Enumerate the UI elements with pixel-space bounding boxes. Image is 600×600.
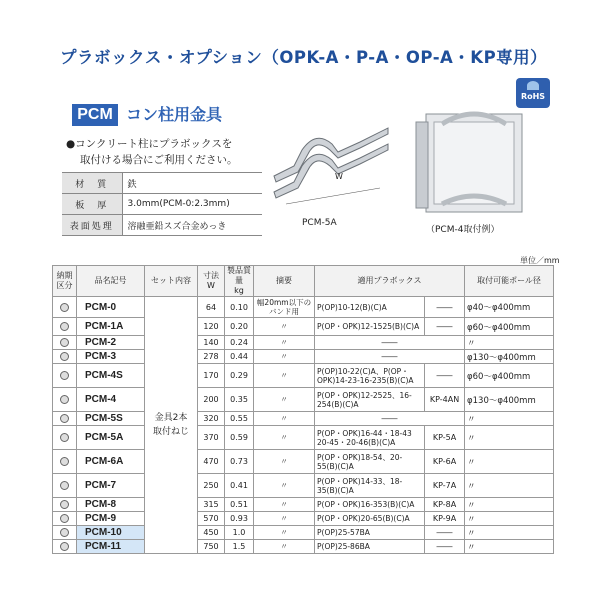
bracket-dimension-label: W [335,172,343,181]
summary-cell: 〃 [254,318,315,336]
kp-cell: ―― [425,364,465,388]
weight-cell: 0.24 [225,336,254,350]
weight-cell: 0.41 [225,474,254,498]
delivery-cell [53,474,77,498]
spec-key: 板 厚 [62,194,122,215]
model-cell: PCM-10 [77,526,145,540]
set-content-line: 金具2本 [154,413,188,423]
summary-cell: 〃 [254,350,315,364]
pole-cell: φ60～φ400mm [465,364,554,388]
pole-cell: φ60～φ400mm [465,318,554,336]
box-cell: P(OP・OPK)12-1525(B)(C)A [315,318,425,336]
spec-row [62,173,262,194]
table-row [53,350,554,364]
kp-cell: KP-7A [425,474,465,498]
table-row [53,450,554,474]
description-line: 取付ける場合にご利用ください。 [80,154,238,166]
model-cell: PCM-5S [77,412,145,426]
model-cell: PCM-3 [77,350,145,364]
mounted-box-illustration [412,108,530,218]
delivery-cell [53,540,77,554]
delivery-cell [53,450,77,474]
bracket-caption: PCM-5A [302,218,337,228]
table-row [53,388,554,412]
section-badge: PCM [72,104,118,126]
summary-cell: 〃 [254,450,315,474]
weight-cell: 0.35 [225,388,254,412]
dim-cell: 120 [198,318,225,336]
dim-cell: 450 [198,526,225,540]
weight-cell: 1.5 [225,540,254,554]
delivery-circle-icon [60,371,69,380]
header-model: 品名記号 [77,266,145,297]
header-set: セット内容 [145,266,198,297]
weight-cell: 0.51 [225,498,254,512]
box-cell: ―― [315,336,465,350]
box-cell: P(OP)25-86BA [315,540,425,554]
model-cell: PCM-4 [77,388,145,412]
pole-cell: 〃 [465,412,554,426]
delivery-circle-icon [60,500,69,509]
delivery-cell [53,318,77,336]
summary-cell: 〃 [254,388,315,412]
box-cell: P(OP・OPK)20-65(B)(C)A [315,512,425,526]
summary-cell: 〃 [254,474,315,498]
delivery-cell [53,512,77,526]
delivery-cell [53,336,77,350]
weight-cell: 0.73 [225,450,254,474]
delivery-cell [53,364,77,388]
rohs-badge: RoHS [516,78,550,108]
kp-cell: ―― [425,540,465,554]
unit-note: 単位／mm [520,256,560,265]
box-cell: P(OP)25-57BA [315,526,425,540]
delivery-cell [53,388,77,412]
delivery-circle-icon [60,414,69,423]
delivery-circle-icon [60,338,69,347]
delivery-circle-icon [60,322,69,331]
table-row [53,540,554,554]
spec-table [62,172,262,236]
delivery-cell [53,350,77,364]
table-row [53,318,554,336]
box-cell: P(OP・OPK)16-353(B)(C)A [315,498,425,512]
dim-cell: 370 [198,426,225,450]
spec-value: 鉄 [122,173,262,194]
header-summary: 摘要 [254,266,315,297]
kp-cell: ―― [425,526,465,540]
box-cell: ―― [315,412,465,426]
model-cell: PCM-0 [77,297,145,318]
header-weight-unit: kg [234,286,244,295]
pole-cell: 〃 [465,336,554,350]
kp-cell: KP-9A [425,512,465,526]
summary-cell: 幅20mm以下のバンド用 [254,297,315,318]
set-content-line: 取付ねじ [152,427,189,437]
kp-cell: KP-5A [425,426,465,450]
pole-cell: 〃 [465,526,554,540]
summary-cell: 〃 [254,412,315,426]
weight-cell: 0.59 [225,426,254,450]
table-row [53,364,554,388]
box-cell: P(OP・OPK)14-33、18-35(B)(C)A [315,474,425,498]
model-cell: PCM-2 [77,336,145,350]
header-dim-label: 寸法 [203,271,219,280]
pole-cell: 〃 [465,474,554,498]
delivery-circle-icon [60,457,69,466]
spec-value: 3.0mm(PCM-0:2.3mm) [122,194,262,215]
dim-cell: 250 [198,474,225,498]
pole-cell: 〃 [465,426,554,450]
spec-row [62,215,262,236]
table-header-row [53,266,554,297]
summary-cell: 〃 [254,336,315,350]
weight-cell: 0.44 [225,350,254,364]
kp-cell: ―― [425,297,465,318]
box-cell: P(OP・OPK)12-2525、16-254(B)(C)A [315,388,425,412]
pole-cell: φ40～φ400mm [465,297,554,318]
pole-cell: φ130～φ400mm [465,388,554,412]
description-line: ●コンクリート柱にプラボックスを [66,138,233,150]
delivery-circle-icon [60,303,69,312]
dim-cell: 470 [198,450,225,474]
weight-cell: 0.29 [225,364,254,388]
weight-cell: 1.0 [225,526,254,540]
dim-cell: 570 [198,512,225,526]
model-cell: PCM-11 [77,540,145,554]
model-cell: PCM-5A [77,426,145,450]
product-table [52,265,554,554]
header-pole: 取付可能ポール径 [465,266,554,297]
box-cell: ―― [315,350,465,364]
delivery-circle-icon [60,433,69,442]
kp-cell: ―― [425,318,465,336]
pole-cell: 〃 [465,450,554,474]
summary-cell: 〃 [254,540,315,554]
spec-key: 表面処理 [62,215,122,236]
kp-cell: KP-6A [425,450,465,474]
delivery-circle-icon [60,528,69,537]
header-box: 適用プラボックス [315,266,465,297]
set-content-cell [145,297,198,554]
spec-value: 溶融亜鉛スズ合金めっき [122,215,262,236]
delivery-cell [53,297,77,318]
bracket-illustration [272,122,390,214]
weight-cell: 0.93 [225,512,254,526]
table-row [53,297,554,318]
model-cell: PCM-8 [77,498,145,512]
header-weight-label: 製品質量 [227,266,251,285]
dim-cell: 278 [198,350,225,364]
pole-cell: 〃 [465,498,554,512]
model-cell: PCM-7 [77,474,145,498]
box-cell: P(OP)10-12(B)(C)A [315,297,425,318]
pole-cell: 〃 [465,540,554,554]
mounted-caption: （PCM-4取付例） [426,225,500,235]
dim-cell: 750 [198,540,225,554]
table-row [53,426,554,450]
dim-cell: 140 [198,336,225,350]
table-row [53,412,554,426]
table-row [53,336,554,350]
pole-cell: φ130～φ400mm [465,350,554,364]
header-dim [198,266,225,297]
dim-cell: 200 [198,388,225,412]
delivery-cell [53,426,77,450]
summary-cell: 〃 [254,526,315,540]
model-cell: PCM-9 [77,512,145,526]
box-cell: P(OP)10-22(C)A、P(OP・OPK)14-23-16-235(B)(C)A [315,364,425,388]
table-row [53,474,554,498]
summary-cell: 〃 [254,498,315,512]
weight-cell: 0.20 [225,318,254,336]
box-cell: P(OP・OPK)18-54、20-55(B)(C)A [315,450,425,474]
box-cell: P(OP・OPK)16-44・18-43 20-45・20-46(B)(C)A [315,426,425,450]
header-weight [225,266,254,297]
page-title: プラボックス・オプション（OPK-A・P-A・OP-A・KP専用） [60,48,548,67]
table-row [53,512,554,526]
kp-cell: KP-8A [425,498,465,512]
dim-cell: 170 [198,364,225,388]
delivery-circle-icon [60,542,69,551]
table-body [53,297,554,554]
model-cell: PCM-1A [77,318,145,336]
dim-cell: 320 [198,412,225,426]
weight-cell: 0.55 [225,412,254,426]
header-dim-w: W [207,281,215,290]
pole-cell: 〃 [465,512,554,526]
delivery-cell [53,498,77,512]
summary-cell: 〃 [254,512,315,526]
dim-cell: 64 [198,297,225,318]
summary-cell: 〃 [254,364,315,388]
delivery-circle-icon [60,352,69,361]
table-row [53,498,554,512]
delivery-cell [53,412,77,426]
table-row [53,526,554,540]
section-title: コン柱用金具 [126,105,223,124]
dim-cell: 315 [198,498,225,512]
section-description [66,136,238,168]
spec-row [62,194,262,215]
delivery-circle-icon [60,514,69,523]
model-cell: PCM-6A [77,450,145,474]
model-cell: PCM-4S [77,364,145,388]
kp-cell: KP-4AN [425,388,465,412]
delivery-circle-icon [60,395,69,404]
spec-key: 材 質 [62,173,122,194]
delivery-cell [53,526,77,540]
delivery-circle-icon [60,481,69,490]
weight-cell: 0.10 [225,297,254,318]
header-delivery: 納期区分 [53,266,77,297]
summary-cell: 〃 [254,426,315,450]
